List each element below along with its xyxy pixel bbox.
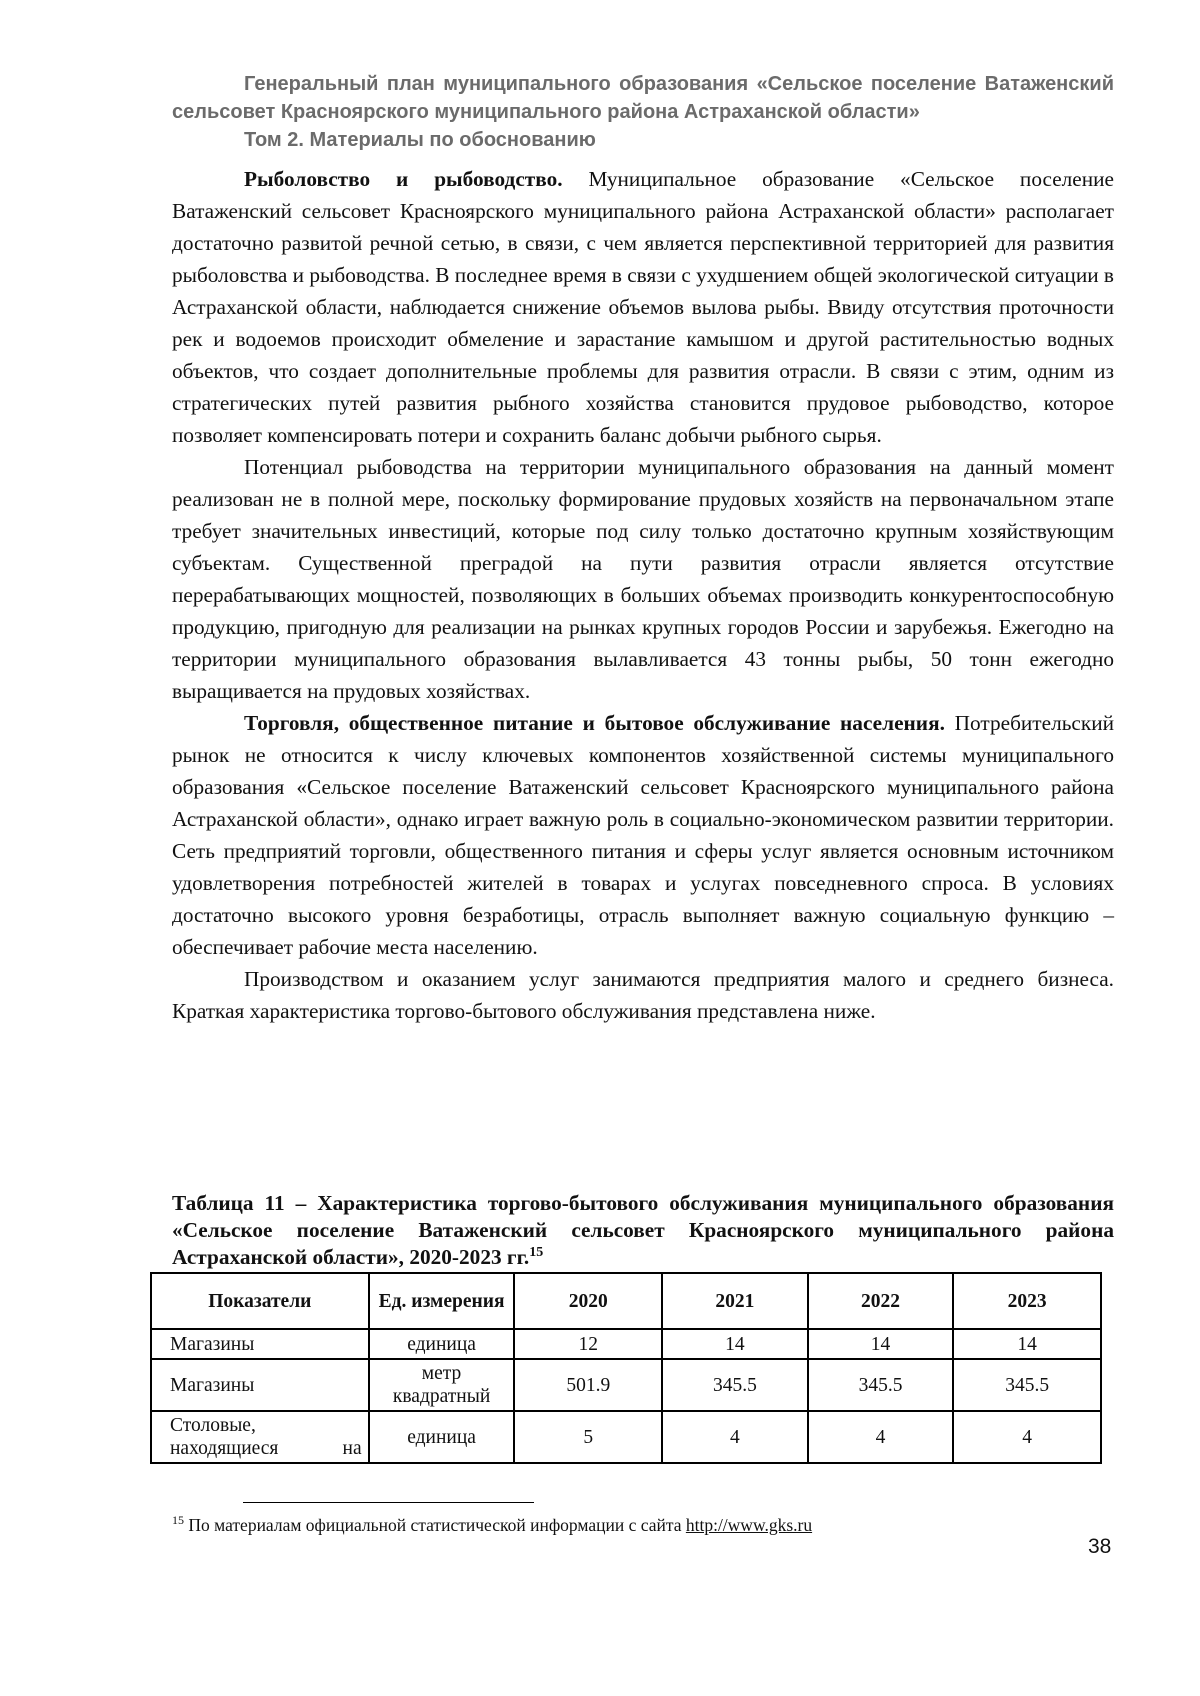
paragraph-fishery [172,163,1114,451]
paragraph-trade [172,707,1114,963]
header-indicator: Показатели [151,1273,369,1329]
page-number: 38 [1088,1535,1112,1558]
row-indicator: Магазины [151,1359,369,1411]
table-row [151,1359,1101,1411]
footnote-number: 15 [172,1513,184,1528]
table-row [151,1329,1101,1359]
header-volume: Том 2. Материалы по обоснованию [244,129,596,151]
header-title-line-2: сельсовет Красноярского муниципального района Астраханской области» [172,101,920,123]
header-2020: 2020 [514,1273,662,1329]
row-value: 4 [953,1411,1101,1463]
row-value: 4 [808,1411,954,1463]
row-unit: метр квадратный [369,1359,515,1411]
paragraph-fishery-text: Муниципальное образование «Сельское поселение Ватаженский сельсовет Красноярского муниципального района Астраханской области» располагает достаточно развитой речной сетью, в связи, с чем является перспективной территорией для развития рыболовства и рыбоводства. В последнее время в связи с ухудшением общей экологической ситуации в Астраханской области, наблюдается снижение объемов вылова рыбы. Ввиду отсутствия проточности рек и водоемов происходит обмеление и зарастание камышом и другой растительностью водных объектов, что создает дополнительные проблемы для развития отрасли. В связи с этим, одним из стратегических путей развития рыбного хозяйства становится прудовое рыбоводство, которое позволяет компенсировать потери и сохранить баланс добычи рыбного сырья. [172,167,1114,447]
row-value: 501.9 [514,1359,662,1411]
header-2023: 2023 [953,1273,1101,1329]
row-value: 14 [953,1329,1101,1359]
table-caption [172,1190,1114,1271]
header-2021: 2021 [662,1273,808,1329]
header-title-line-1: Генеральный план муниципального образования «Сельское поселение Ватаженский [244,73,1114,95]
row-value: 14 [808,1329,954,1359]
row-value: 345.5 [953,1359,1101,1411]
footnote-text: По материалам официальной статистической информации с сайта [184,1515,686,1535]
paragraph-trade-heading: Торговля, общественное питание и бытовое обслуживание населения. [244,711,945,735]
row-value: 5 [514,1411,662,1463]
paragraph-services: Производством и оказанием услуг занимаются предприятия малого и среднего бизнеса. Краткая характеристика торгово-бытового обслуживания представлена ниже. [172,967,1114,1023]
paragraph-fishery-heading: Рыболовство и рыбоводство. [244,167,563,191]
header-unit: Ед. измерения [369,1273,515,1329]
row-value: 4 [662,1411,808,1463]
row-indicator: Магазины [151,1329,369,1359]
paragraph-fish-farming: Потенциал рыбоводства на территории муниципального образования на данный момент реализован не в полной мере, поскольку формирование прудовых хозяйств на первоначальном этапе требует значительных инвестиций, которые под силу только достаточно крупным хозяйствующим субъектам. Существенной преградой на пути развития отрасли является отсутствие перерабатывающих мощностей, позволяющих в больших объемах производить конкурентоспособную продукцию, пригодную для реализации на рынках крупных городов России и зарубежья. Ежегодно на территории муниципального образования вылавливается 43 тонны рыбы, 50 тонн ежегодно выращивается на прудовых хозяйствах. [172,455,1114,703]
footnote-reference: 15 [529,1244,544,1260]
footnote-link[interactable]: http://www.gks.ru [685,1515,813,1535]
footnote-separator [243,1502,534,1503]
running-header [172,70,1114,154]
table-caption-text: Таблица 11 – Характеристика торгово-бытового обслуживания муниципального образования «Сельское поселение Ватаженский сельсовет Красноярского муниципального района Астраханской области», 2020-2023 гг. [172,1191,1114,1269]
row-value: 345.5 [662,1359,808,1411]
row-unit: единица [369,1411,515,1463]
row-indicator: Столовые, находящиеся на [151,1411,369,1463]
row-value: 14 [662,1329,808,1359]
body-text [172,163,1114,1027]
paragraph-trade-text: Потребительский рынок не относится к числу ключевых компонентов хозяйственной системы муниципального образования «Сельское поселение Ватаженский сельсовет Красноярского муниципального района Астраханской области», однако играет важную роль в социально-экономическом развитии территории. Сеть предприятий торговли, общественного питания и сферы услуг является основным источником удовлетворения потребностей жителей в товарах и услугах повседневного спроса. В условиях достаточно высокого уровня безработицы, отрасль выполняет важную социальную функцию – обеспечивает рабочие места населению. [172,711,1114,959]
service-table [150,1272,1102,1464]
row-unit: единица [369,1329,515,1359]
header-2022: 2022 [808,1273,954,1329]
footnote [172,1514,812,1536]
row-value: 345.5 [808,1359,954,1411]
row-value: 12 [514,1329,662,1359]
table-row [151,1411,1101,1463]
table-header-row [151,1273,1101,1329]
